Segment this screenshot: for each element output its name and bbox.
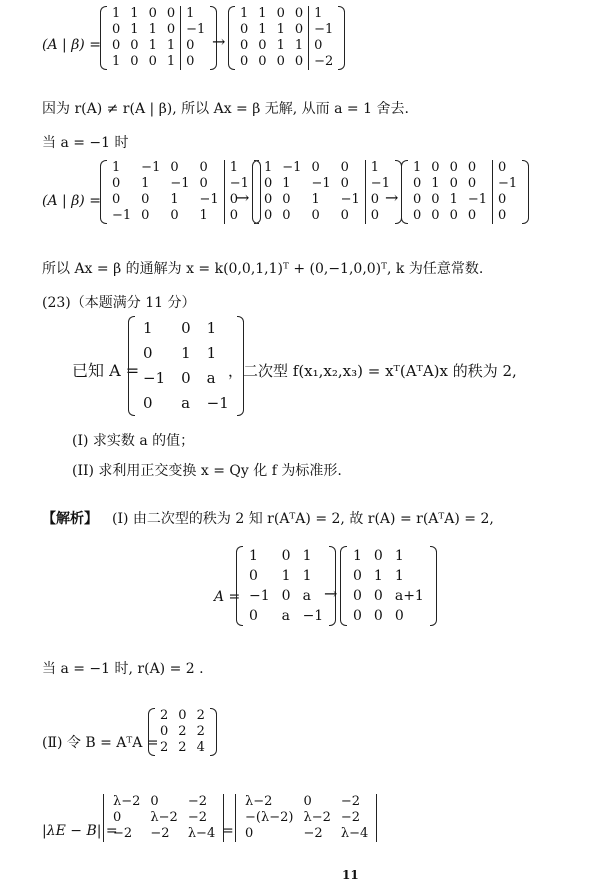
matrix-entry: 0 — [353, 588, 362, 604]
matrix-entry: 1 — [394, 568, 404, 584]
matrix-aug-a1 — [100, 6, 217, 70]
matrix-entry: 0 — [467, 208, 477, 223]
matrix-entry: 0 — [449, 176, 458, 191]
matrix-row — [235, 22, 338, 38]
line-rank-reason: 因为 r(A) ≠ r(A | β), 所以 Ax = β 无解, 从而 a = 1 舍去. — [42, 101, 409, 117]
matrix-entry: 0 — [178, 708, 187, 723]
aug-label-1: (A | β) = — [42, 37, 101, 53]
matrix-entry: 0 — [340, 176, 349, 191]
matrix-entry: −1 — [199, 192, 219, 207]
determinant-1 — [100, 794, 228, 842]
matrix-entry: 0 — [340, 208, 349, 223]
matrix-entry: 0 — [150, 794, 159, 809]
matrix-entry: 0 — [181, 54, 211, 70]
matrix-entry: 0 — [449, 160, 458, 175]
matrix-entry: −1 — [340, 192, 360, 207]
line-case-a-minus-1: 当 a = −1 时 — [42, 135, 129, 151]
matrix-entry: 0 — [467, 160, 477, 175]
matrix-entry: 0 — [294, 22, 304, 37]
matrix-entry: a — [206, 369, 216, 387]
matrix-entry: 0 — [181, 369, 191, 387]
bracket-right — [430, 546, 437, 626]
matrix-entry: 0 — [166, 6, 176, 21]
matrix-entry: 0 — [281, 548, 291, 564]
matrix-entry: −1 — [302, 608, 324, 624]
matrix-entry: −1 — [112, 208, 132, 223]
matrix-entry: 0 — [141, 192, 150, 207]
matrix-row — [155, 740, 210, 756]
matrix-entry: −2 — [187, 810, 207, 825]
matrix-entry: −2 — [113, 826, 133, 841]
matrix-entry: 1 — [199, 208, 208, 223]
matrix-row — [135, 391, 237, 416]
matrix-entry: 0 — [373, 548, 383, 564]
matrix-entry: 0 — [224, 208, 254, 224]
matrix-entry: 1 — [413, 160, 422, 175]
matrix-entry: 2 — [196, 708, 205, 723]
matrix-entry: 0 — [365, 208, 395, 224]
matrix-entry: 0 — [170, 208, 179, 223]
part-2-solution: (Ⅱ) 令 B = AᵀA = — [42, 735, 159, 751]
matrix-entry: 0 — [413, 176, 422, 191]
part-1: (I) 求实数 a 的值； — [72, 433, 195, 449]
matrix-entry: 0 — [240, 22, 249, 37]
matrix-entry: 1 — [148, 22, 157, 37]
matrix-a-reduced — [340, 546, 437, 626]
matrix-row — [135, 316, 237, 341]
matrix-entry: 0 — [449, 208, 458, 223]
matrix-entry: −(λ−2) — [245, 810, 294, 825]
matrix-entry: 2 — [178, 740, 187, 755]
matrix-entry: 0 — [112, 176, 121, 191]
arrow-4: → — [324, 584, 338, 603]
matrix-entry: 1 — [276, 38, 285, 53]
matrix-entry: −1 — [181, 22, 211, 38]
matrix-entry: 0 — [282, 208, 291, 223]
determinant-2 — [232, 794, 381, 842]
matrix-entry: −1 — [467, 192, 488, 207]
matrix-entry: 0 — [264, 208, 273, 223]
given-prefix: 已知 A = — [72, 361, 140, 380]
matrix-entry: −2 — [187, 794, 207, 809]
matrix-entry: 0 — [294, 6, 304, 21]
matrix-grid — [135, 316, 237, 416]
matrix-entry: 2 — [160, 740, 169, 755]
matrix-entry: 4 — [196, 740, 205, 755]
arrow-3: → — [385, 188, 399, 207]
matrix-entry: 1 — [373, 568, 383, 584]
matrix-row — [107, 160, 254, 176]
matrix-row — [235, 38, 338, 54]
matrix-entry: a+1 — [394, 588, 424, 604]
matrix-a — [236, 546, 336, 626]
problem-header: (23)（本题满分 11 分） — [42, 295, 196, 311]
matrix-entry: 1 — [112, 54, 121, 69]
matrix-entry: 1 — [224, 160, 254, 176]
matrix-row — [107, 208, 254, 224]
matrix-entry: 0 — [160, 724, 169, 739]
matrix-grid — [243, 546, 329, 626]
matrix-row — [243, 586, 329, 606]
matrix-entry: −2 — [309, 54, 339, 70]
matrix-row — [408, 208, 522, 224]
matrix-entry: 0 — [294, 54, 304, 69]
matrix-grid — [155, 708, 210, 756]
bracket-left — [128, 316, 135, 416]
matrix-row — [108, 794, 220, 810]
matrix-row — [347, 566, 430, 586]
matrix-entry: −1 — [282, 160, 302, 175]
matrix-entry: 1 — [181, 344, 191, 362]
matrix-entry: 0 — [353, 608, 362, 624]
matrix-row — [107, 176, 254, 192]
det-bar-left — [103, 794, 105, 842]
matrix-entry: 0 — [249, 568, 258, 584]
solution-tag: 【解析】 — [42, 511, 98, 527]
matrix-entry: 0 — [413, 192, 422, 207]
matrix-entry: 1 — [206, 344, 217, 362]
matrix-row — [108, 826, 220, 842]
aug-label-2: (A | β) = — [42, 193, 101, 209]
matrix-entry: 0 — [245, 826, 254, 841]
matrix-row — [408, 160, 522, 176]
matrix-entry: 0 — [276, 54, 285, 69]
matrix-entry: 1 — [130, 6, 139, 21]
matrix-entry: λ−2 — [245, 794, 273, 809]
det-bar-left — [235, 794, 237, 842]
matrix-entry: 0 — [282, 192, 291, 207]
matrix-entry: 0 — [148, 54, 157, 69]
matrix-entry: λ−2 — [113, 794, 141, 809]
solution-line-1: (Ⅰ) 由二次型的秩为 2 知 r(AᵀA) = 2, 故 r(A) = r(AᵀA) = 2, — [112, 511, 494, 527]
matrix-row — [243, 606, 329, 626]
matrix-row — [240, 826, 373, 842]
arrow-2: → — [236, 188, 250, 207]
matrix-entry: 0 — [148, 6, 157, 21]
matrix-entry: a — [281, 608, 290, 624]
matrix-b — [148, 708, 217, 756]
matrix-entry: 0 — [113, 810, 122, 825]
matrix-entry: 1 — [143, 319, 153, 337]
matrix-entry: −1 — [249, 588, 270, 604]
matrix-entry: −1 — [143, 369, 166, 387]
bracket-left — [252, 160, 259, 224]
part-2: (II) 求利用正交变换 x = Qy 化 f 为标准形. — [72, 463, 342, 479]
matrix-row — [243, 546, 329, 566]
matrix-row — [107, 192, 254, 208]
matrix-entry: a — [302, 588, 311, 604]
matrix-entry: 1 — [449, 192, 458, 207]
matrix-entry: 1 — [112, 160, 121, 175]
matrix-entry: −2 — [340, 810, 361, 825]
matrix-entry: 1 — [353, 548, 362, 564]
matrix-entry: 1 — [148, 38, 157, 53]
matrix-entry: 0 — [258, 38, 267, 53]
matrix-entry: 2 — [196, 724, 205, 739]
matrix-entry: 0 — [431, 192, 440, 207]
matrix-entry: 0 — [130, 38, 139, 53]
matrix-entry: 0 — [181, 38, 211, 54]
matrix-entry: 0 — [493, 192, 523, 208]
matrix-entry: 1 — [365, 160, 395, 176]
matrix-row — [107, 54, 210, 70]
matrix-entry: 0 — [199, 160, 208, 175]
matrix-entry: 0 — [353, 568, 362, 584]
matrix-entry: 0 — [309, 38, 339, 54]
matrix-grid — [240, 794, 373, 842]
matrix-entry: 0 — [112, 22, 121, 37]
matrix-entry: −1 — [224, 176, 254, 192]
matrix-row — [235, 6, 338, 22]
matrix-entry: 1 — [302, 568, 312, 584]
matrix-row — [408, 192, 522, 208]
matrix-entry: λ−4 — [187, 826, 216, 841]
matrix-entry: −2 — [303, 826, 323, 841]
matrix-entry: 0 — [240, 54, 249, 69]
matrix-entry: 0 — [493, 160, 523, 176]
matrix-entry: 0 — [181, 319, 191, 337]
matrix-row — [408, 176, 522, 192]
matrix-entry: 0 — [166, 22, 176, 37]
matrix-entry: 0 — [240, 38, 249, 53]
matrix-entry: 1 — [130, 22, 139, 37]
matrix-row — [108, 810, 220, 826]
matrix-entry: 0 — [130, 54, 139, 69]
matrix-entry: 1 — [249, 548, 258, 564]
matrix-entry: λ−2 — [150, 810, 178, 825]
bracket-left — [340, 546, 347, 626]
matrix-grid — [408, 160, 522, 224]
matrix-entry: 1 — [258, 6, 267, 21]
matrix-entry: 1 — [181, 6, 211, 22]
matrix-entry: 0 — [431, 208, 440, 223]
matrix-grid — [107, 160, 254, 224]
matrix-entry: λ−2 — [303, 810, 331, 825]
matrix-entry: 1 — [282, 176, 291, 191]
matrix-entry: 0 — [141, 208, 150, 223]
matrix-grid — [235, 6, 338, 70]
matrix-entry: 0 — [170, 160, 179, 175]
matrix-row — [107, 6, 210, 22]
matrix-row — [155, 708, 210, 724]
matrix-entry: 0 — [431, 160, 440, 175]
bracket-left — [148, 708, 155, 756]
matrix-row — [259, 192, 395, 208]
matrix-entry: 0 — [276, 6, 285, 21]
matrix-row — [243, 566, 329, 586]
matrix-aug-a1-reduced — [228, 6, 345, 70]
matrix-entry: 1 — [309, 6, 339, 22]
matrix-entry: 0 — [281, 588, 291, 604]
matrix-entry: 1 — [240, 6, 249, 21]
matrix-entry: 0 — [264, 192, 273, 207]
matrix-row — [259, 176, 395, 192]
matrix-entry: 0 — [373, 588, 383, 604]
matrix-entry: −2 — [340, 794, 361, 809]
matrix-entry: 0 — [143, 394, 153, 412]
matrix-grid — [108, 794, 220, 842]
matrix-aug-b3 — [401, 160, 529, 224]
matrix-entry: 1 — [264, 160, 273, 175]
matrix-entry: 1 — [431, 176, 440, 191]
matrix-row — [107, 38, 210, 54]
matrix-aug-b2 — [252, 160, 402, 224]
matrix-entry: 1 — [302, 548, 312, 564]
matrix-row — [155, 724, 210, 740]
matrix-entry: −1 — [311, 176, 331, 191]
matrix-entry: 0 — [224, 192, 254, 208]
matrix-grid — [107, 6, 210, 70]
matrix-grid — [259, 160, 395, 224]
line-rank-2: 当 a = −1 时, r(A) = 2 . — [42, 661, 204, 677]
matrix-entry: −1 — [206, 394, 229, 412]
matrix-entry: 1 — [170, 192, 179, 207]
matrix-entry: 1 — [258, 22, 267, 37]
matrix-entry: 2 — [160, 708, 169, 723]
matrix-entry: 0 — [143, 344, 153, 362]
matrix-entry: 1 — [141, 176, 150, 191]
matrix-row — [235, 54, 338, 70]
matrix-entry: −2 — [150, 826, 170, 841]
matrix-entry: 0 — [467, 176, 477, 191]
matrix-entry: 2 — [178, 724, 187, 739]
matrix-row — [347, 546, 430, 566]
matrix-entry: 0 — [413, 208, 422, 223]
matrix-row — [347, 586, 430, 606]
matrix-entry: 1 — [112, 6, 121, 21]
matrix-entry: 1 — [394, 548, 404, 564]
matrix-entry: 0 — [199, 176, 208, 191]
matrix-entry: 0 — [373, 608, 383, 624]
bracket-left — [100, 160, 107, 224]
matrix-entry: 0 — [264, 176, 273, 191]
given-suffix: ，二次型 f(x₁,x₂,x₃) = xᵀ(AᵀA)x 的秩为 2, — [228, 362, 517, 380]
line-general-solution: 所以 Ax = β 的通解为 x = k(0,0,1,1)ᵀ + (0,−1,0,0)ᵀ, k 为任意常数. — [42, 261, 484, 277]
matrix-entry: λ−4 — [340, 826, 369, 841]
matrix-entry: 1 — [206, 319, 217, 337]
matrix-row — [135, 341, 237, 366]
matrix-entry: −1 — [141, 160, 161, 175]
matrix-row — [259, 160, 395, 176]
matrix-row — [240, 810, 373, 826]
matrix-row — [259, 208, 395, 224]
matrix-grid — [347, 546, 430, 626]
bracket-left — [236, 546, 243, 626]
matrix-entry: 0 — [340, 160, 349, 175]
matrix-entry: 0 — [394, 608, 404, 624]
matrix-row — [240, 794, 373, 810]
matrix-entry: 0 — [249, 608, 258, 624]
matrix-entry: 0 — [303, 794, 312, 809]
bracket-right — [210, 708, 217, 756]
matrix-row — [347, 606, 430, 626]
bracket-right — [338, 6, 345, 70]
matrix-entry: 0 — [112, 192, 121, 207]
det-bar-right — [376, 794, 378, 842]
matrix-entry: 0 — [365, 192, 395, 208]
matrix-entry: 1 — [311, 192, 320, 207]
matrix-row — [107, 22, 210, 38]
matrix-entry: −1 — [309, 22, 339, 38]
bracket-right — [522, 160, 529, 224]
matrix-entry: 1 — [294, 38, 304, 53]
matrix-entry: 1 — [166, 38, 176, 53]
matrix-row — [135, 366, 237, 391]
arrow-1: → — [212, 32, 226, 51]
matrix-entry: 0 — [311, 160, 320, 175]
matrix-entry: −1 — [493, 176, 523, 192]
det-label: |λE − B| = — [42, 823, 118, 839]
bracket-left — [401, 160, 408, 224]
bracket-left — [100, 6, 107, 70]
det-equals: = — [222, 823, 234, 839]
bracket-left — [228, 6, 235, 70]
matrix-entry: 0 — [493, 208, 523, 224]
matrix-entry: 1 — [276, 22, 285, 37]
matrix-entry: −1 — [170, 176, 190, 191]
given-matrix — [128, 316, 244, 416]
page-number: 11 — [342, 868, 359, 882]
matrix-entry: 0 — [311, 208, 320, 223]
matrix-entry: 0 — [258, 54, 267, 69]
matrix-entry: 0 — [112, 38, 121, 53]
matrix-entry: 1 — [166, 54, 176, 69]
matrix-entry: −1 — [365, 176, 395, 192]
matrix-entry: a — [181, 394, 191, 412]
matrix-entry: 1 — [281, 568, 291, 584]
a-label: A = — [214, 589, 241, 605]
